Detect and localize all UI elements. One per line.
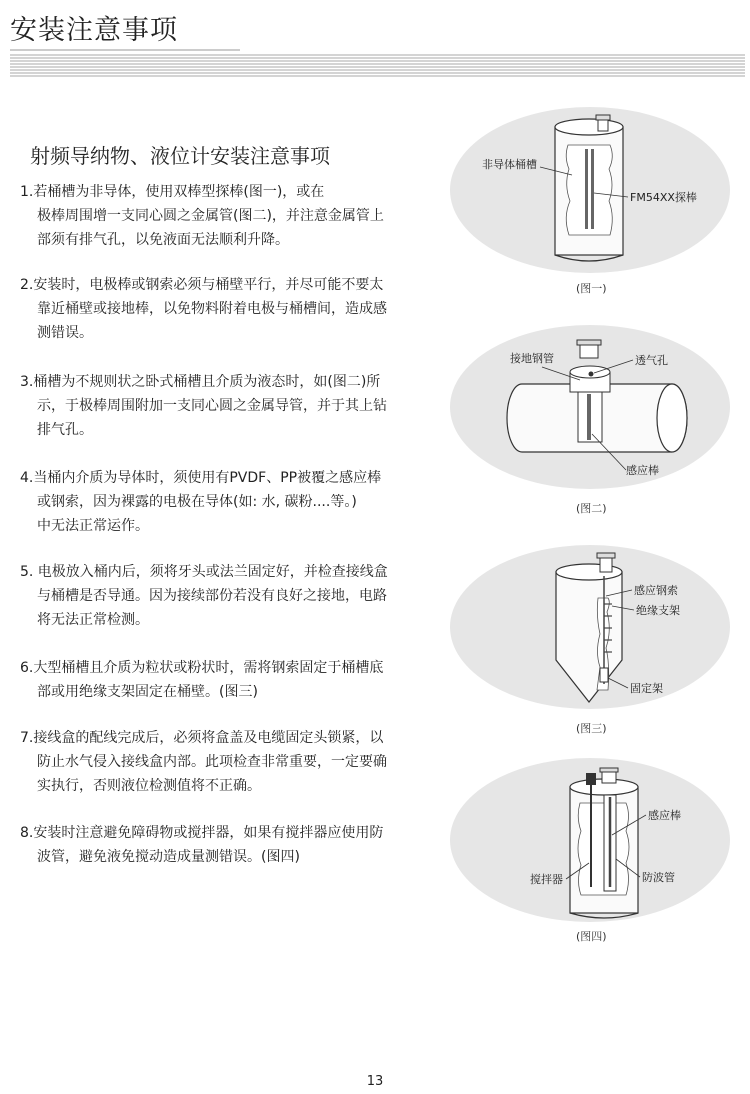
agitated-tank-illustration — [570, 768, 638, 918]
instruction-item-6 — [20, 656, 420, 704]
instruction-item-5 — [20, 560, 420, 632]
instruction-item-4 — [20, 466, 420, 538]
figure-1-diagram — [450, 105, 740, 275]
item-line: 2.安装时，电极棒或钢索必须与桶壁平行，并尽可能不要太 — [20, 277, 384, 293]
header-stripes — [10, 49, 745, 81]
instruction-item-8 — [20, 821, 420, 869]
item-line: 将无法正常检测。 — [37, 612, 149, 628]
caption-figure-4: (图四) — [576, 930, 607, 943]
figure-2-diagram — [450, 322, 740, 492]
item-line: 部须有排气孔，以免液面无法顺利升降。 — [37, 232, 289, 248]
item-line: 部或用绝缘支架固定在桶壁。(图三) — [37, 684, 258, 700]
section-title: 射频导纳物、液位计安装注意事项 — [30, 144, 330, 168]
header-title: 安装注意事项 — [10, 15, 178, 46]
label-vent-hole: 透气孔 — [635, 354, 668, 367]
item-line: 波管，避免液免搅动造成量测错误。(图四) — [37, 849, 300, 865]
label-stilling-well: 防波管 — [642, 871, 675, 884]
label-sensing-rod: 感应棒 — [648, 809, 681, 822]
caption-figure-3: (图三) — [576, 722, 607, 735]
figure-3-diagram — [450, 542, 740, 712]
label-sensing-rod: 感应棒 — [626, 464, 659, 477]
label-ground-tube: 接地钢管 — [510, 352, 554, 365]
label-insulating-bracket: 绝缘支架 — [636, 604, 680, 617]
label-agitator: 搅拌器 — [530, 873, 563, 886]
item-line: 实执行，否则液位检测值将不正确。 — [37, 778, 261, 794]
item-line: 与桶槽是否导通。因为接续部份若没有良好之接地，电路 — [37, 588, 387, 604]
item-line: 7.接线盒的配线完成后，必须将盒盖及电缆固定头锁紧，以 — [20, 730, 384, 746]
fixing-frame — [600, 668, 608, 682]
caption-figure-1: (图一) — [576, 282, 607, 295]
item-line: 3.桶槽为不规则状之卧式桶槽且介质为液态时，如(图二)所 — [20, 374, 381, 390]
label-nonconductive-tank: 非导体桶槽 — [482, 158, 537, 171]
item-line: 中无法正常运作。 — [37, 518, 149, 534]
page-number: 13 — [366, 1074, 384, 1089]
item-line: 靠近桶壁或接地棒，以免物料附着电极与桶槽间，造成感 — [37, 301, 387, 317]
label-probe: FM54XX探棒 — [630, 191, 697, 204]
item-line: 测错误。 — [37, 325, 93, 341]
label-sensing-cable: 感应钢索 — [634, 584, 678, 597]
item-line: 排气孔。 — [37, 422, 93, 438]
instruction-item-7 — [20, 726, 420, 798]
figure-4-diagram — [450, 755, 740, 925]
item-line: 5. 电极放入桶内后，须将牙头或法兰固定好，并检查接线盒 — [20, 564, 388, 580]
instruction-item-3 — [20, 370, 420, 442]
item-line: 1.若桶槽为非导体，使用双棒型探棒(图一)，或在 — [20, 184, 325, 200]
item-line: 8.安装时注意避免障碍物或搅拌器，如果有搅拌器应使用防 — [20, 825, 384, 841]
instruction-item-1 — [20, 180, 420, 252]
nonconductive-tank-illustration — [555, 115, 623, 261]
caption-figure-2: (图二) — [576, 502, 607, 515]
sensing-rod — [587, 394, 591, 440]
agitator-motor — [586, 773, 596, 785]
probe-rod — [585, 149, 588, 229]
item-line: 极棒周围增一支同心圆之金属管(图二)，并注意金属管上 — [37, 208, 384, 224]
item-line: 或钢索，因为裸露的电极在导体(如: 水, 碳粉....等。) — [37, 494, 357, 510]
item-line: 防止水气侵入接线盒内部。此项检查非常重要，一定要确 — [37, 754, 387, 770]
item-line: 示，于极棒周围附加一支同心圆之金属导管，并于其上钻 — [37, 398, 387, 414]
probe-rod — [591, 149, 594, 229]
label-fixing-frame: 固定架 — [630, 682, 663, 695]
item-line: 6.大型桶槽且介质为粒状或粉状时，需将钢索固定于桶槽底 — [20, 660, 384, 676]
instruction-item-2 — [20, 273, 420, 345]
item-line: 4.当桶内介质为导体时，须使用有PVDF、PP被覆之感应棒 — [20, 470, 382, 486]
